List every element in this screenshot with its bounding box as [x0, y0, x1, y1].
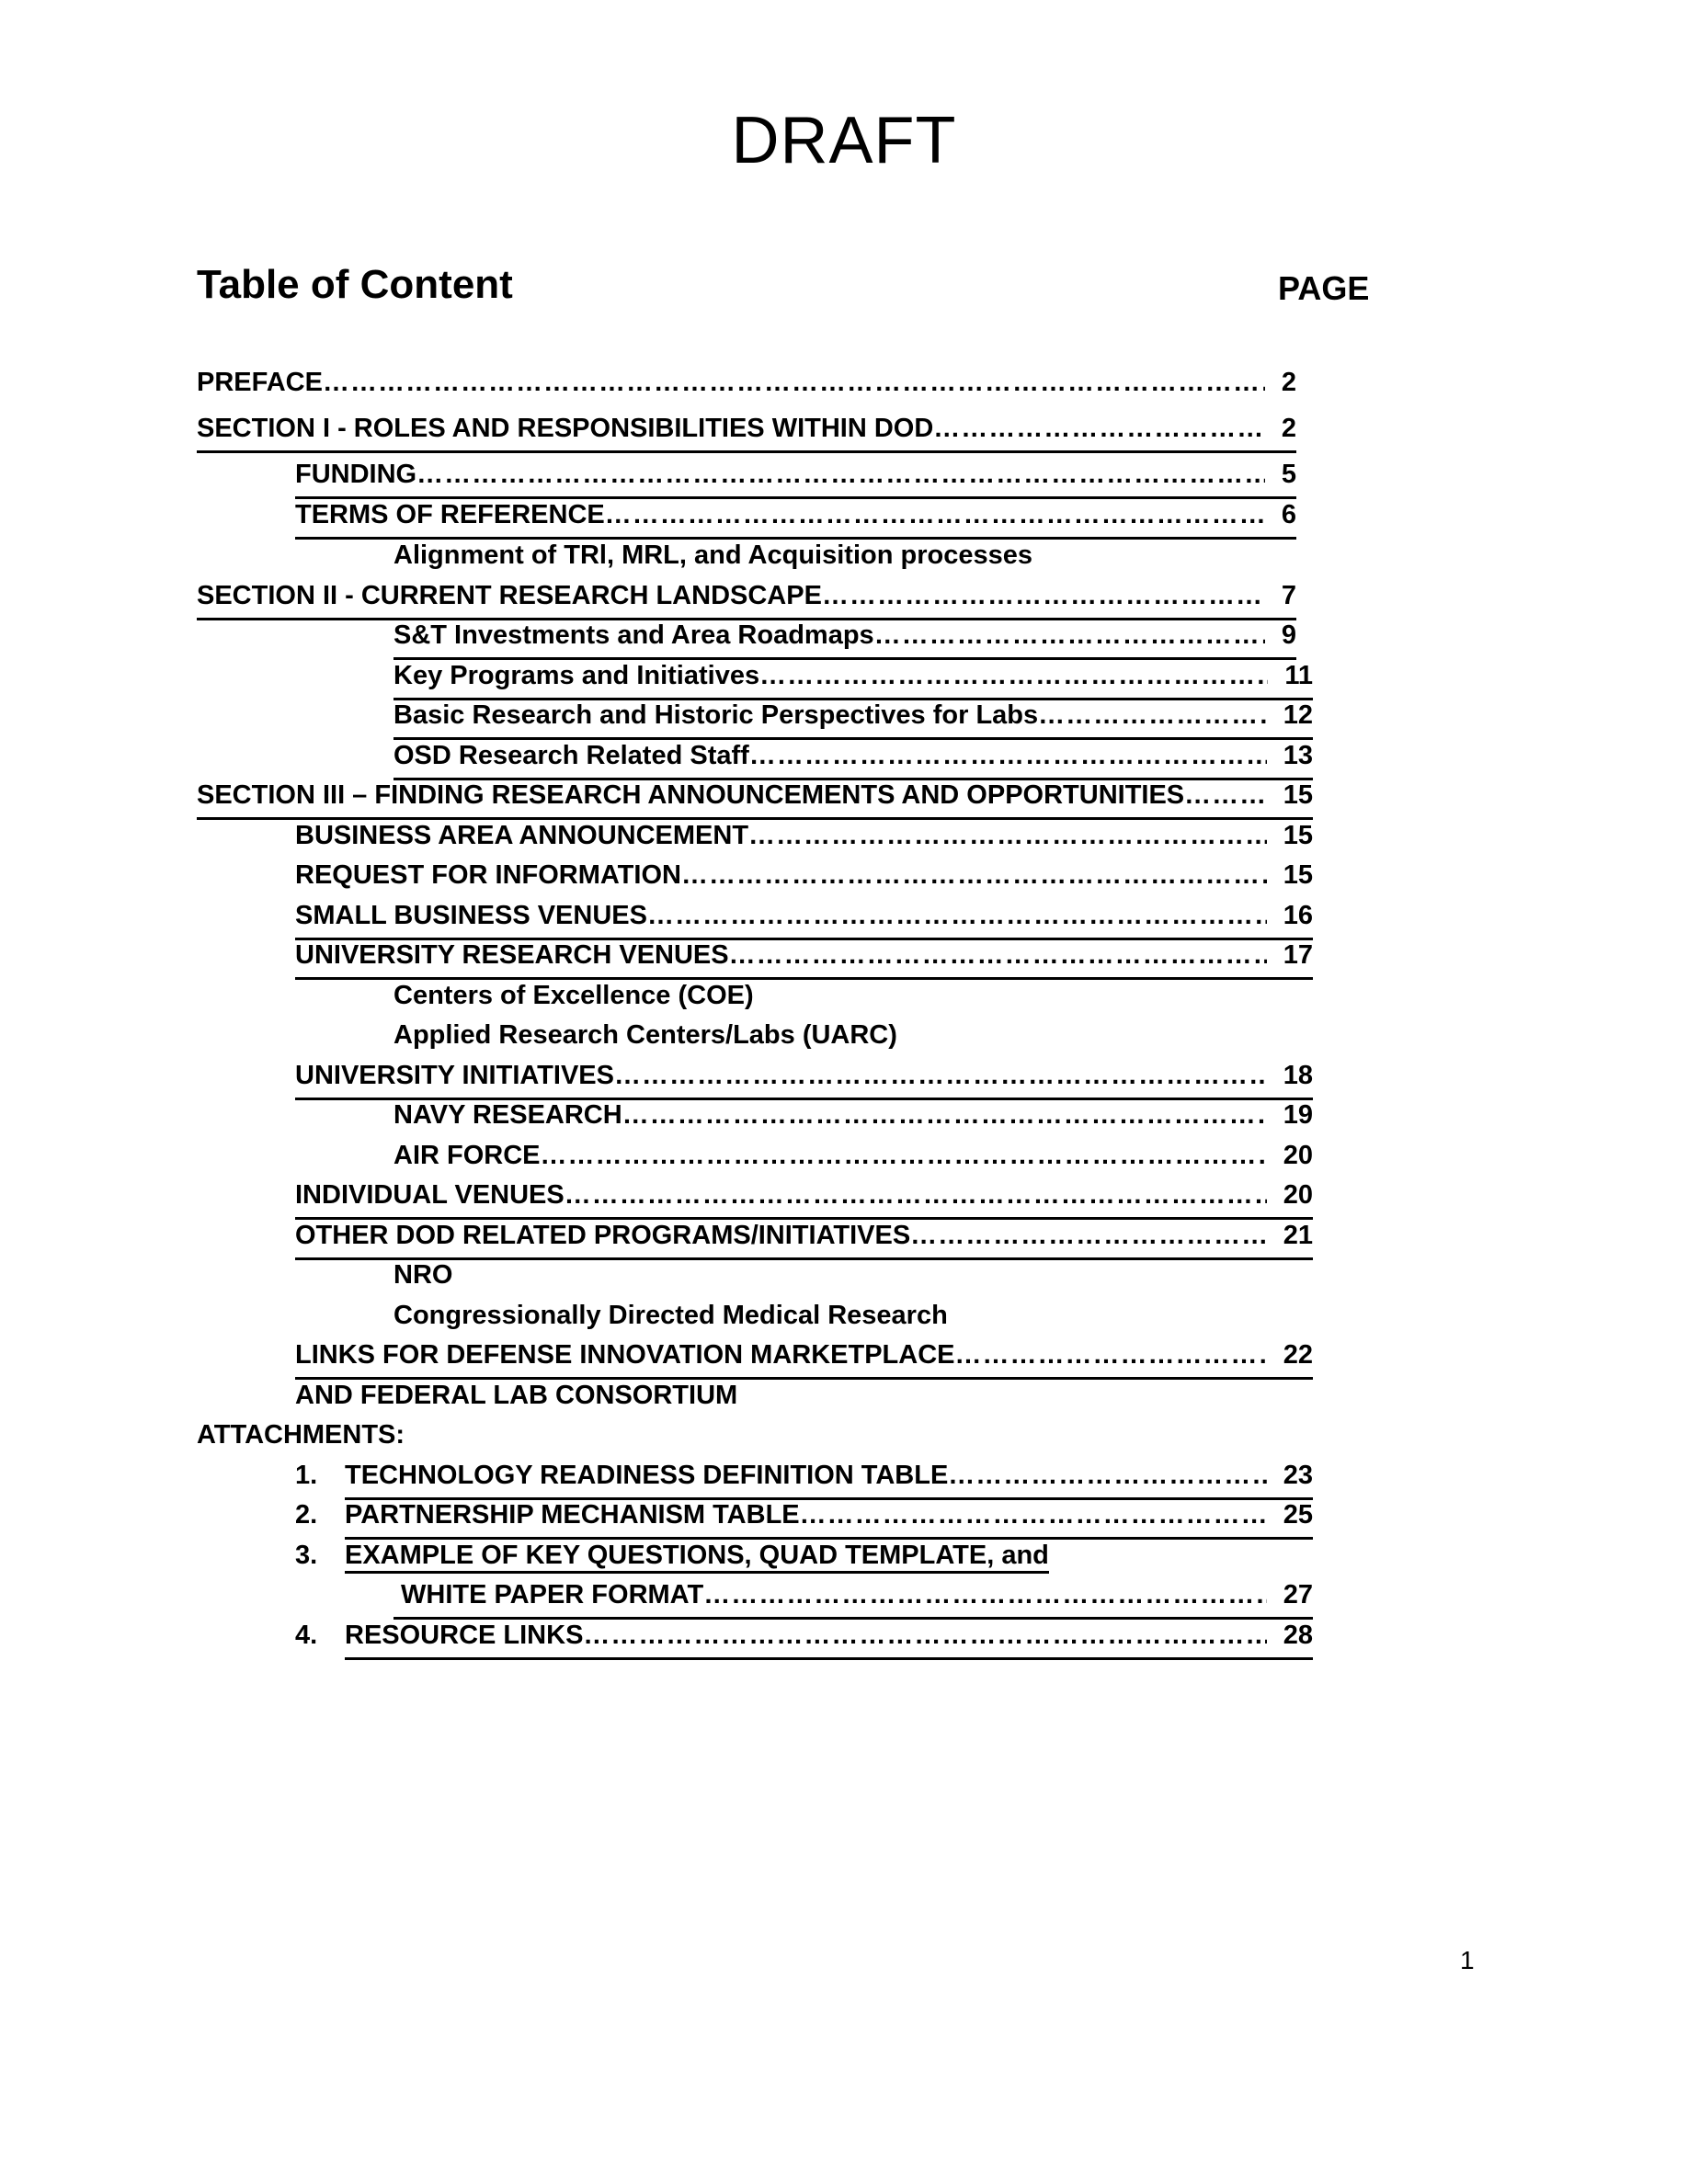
- toc-entry-osd-staff[interactable]: [393, 741, 1313, 780]
- toc-entry-page: 2: [1281, 414, 1296, 443]
- toc-entry-navy-research[interactable]: [393, 1100, 1313, 1137]
- toc-entry-page: 7: [1281, 581, 1296, 610]
- leader-dots: [955, 1340, 1267, 1371]
- attachment-resource-links[interactable]: [345, 1621, 1313, 1660]
- toc-entry-request-for-information[interactable]: [295, 860, 1313, 897]
- toc-entry-page: 15: [1283, 780, 1313, 810]
- toc-entry-label: WHITE PAPER FORMAT: [401, 1580, 704, 1610]
- leader-dots: [729, 940, 1267, 971]
- leader-dots: [1038, 700, 1267, 731]
- toc-subentry-alignment: Alignment of TRl, MRL, and Acquisition processes: [393, 540, 1032, 570]
- toc-entry-page: 18: [1283, 1061, 1313, 1090]
- leader-dots: [541, 1141, 1267, 1171]
- toc-subentry-nro: NRO: [393, 1260, 453, 1290]
- toc-entry-defense-innovation-links[interactable]: [295, 1340, 1313, 1380]
- toc-entry-terms-of-reference[interactable]: [295, 500, 1296, 540]
- toc-entry-page: 5: [1281, 460, 1296, 489]
- toc-entry-page: 12: [1283, 700, 1313, 730]
- leader-dots: [647, 901, 1267, 931]
- toc-entry-page: 20: [1283, 1141, 1313, 1170]
- toc-entry-label: OTHER DOD RELATED PROGRAMS/INITIATIVES: [295, 1221, 911, 1250]
- toc-entry-label: Key Programs and Initiatives: [393, 661, 760, 690]
- attachment-number: 1.: [295, 1461, 318, 1490]
- attachment-white-paper-format[interactable]: [393, 1580, 1313, 1620]
- toc-entry-page: 6: [1281, 500, 1296, 529]
- toc-entry-page: 2: [1281, 368, 1296, 397]
- leader-dots: [565, 1180, 1267, 1211]
- draft-watermark-title: DRAFT: [731, 104, 957, 177]
- toc-entry-page: 19: [1283, 1100, 1313, 1130]
- toc-entry-page: 15: [1283, 860, 1313, 890]
- leader-dots: [703, 1580, 1267, 1610]
- toc-subentry-coe: Centers of Excellence (COE): [393, 981, 754, 1010]
- toc-entry-label: SECTION III – FINDING RESEARCH ANNOUNCEMENTS AND OPPORTUNITIES: [197, 780, 1185, 810]
- toc-entry-label: NAVY RESEARCH: [393, 1100, 622, 1130]
- toc-entry-university-initiatives[interactable]: [295, 1061, 1313, 1100]
- leader-dots: [822, 581, 1265, 611]
- toc-entry-page: 20: [1283, 1180, 1313, 1210]
- leader-dots: [681, 860, 1267, 891]
- toc-entry-label: S&T Investments and Area Roadmaps: [393, 620, 874, 650]
- toc-entry-label: INDIVIDUAL VENUES: [295, 1180, 565, 1210]
- toc-entry-label: OSD Research Related Staff: [393, 741, 749, 770]
- attachment-partnership-table[interactable]: [345, 1500, 1313, 1540]
- attachment-number: 3.: [295, 1541, 318, 1570]
- toc-entry-label: LINKS FOR DEFENSE INNOVATION MARKETPLACE: [295, 1340, 955, 1370]
- leader-dots: [800, 1500, 1267, 1530]
- leader-dots: [605, 500, 1265, 530]
- leader-dots: [748, 821, 1267, 851]
- toc-entry-business-area-announcement[interactable]: [295, 821, 1313, 858]
- toc-subentry-uarc: Applied Research Centers/Labs (UARC): [393, 1020, 897, 1050]
- toc-entry-page: 22: [1283, 1340, 1313, 1370]
- toc-entry-basic-research[interactable]: [393, 700, 1313, 740]
- leader-dots: [622, 1100, 1267, 1131]
- toc-entry-label: UNIVERSITY INITIATIVES: [295, 1061, 614, 1090]
- toc-entry-page: 23: [1283, 1461, 1313, 1490]
- toc-entry-label: RESOURCE LINKS: [345, 1621, 584, 1650]
- toc-entry-label: SECTION I - ROLES AND RESPONSIBILITIES WITHIN DOD: [197, 414, 934, 443]
- toc-entry-other-dod-programs[interactable]: [295, 1221, 1313, 1260]
- leader-dots: [948, 1461, 1266, 1491]
- toc-entry-page: 13: [1283, 741, 1313, 770]
- leader-dots: [933, 414, 1265, 444]
- toc-entry-page: 25: [1283, 1500, 1313, 1530]
- attachment-trl-table[interactable]: [345, 1461, 1313, 1500]
- toc-entry-label: SMALL BUSINESS VENUES: [295, 901, 647, 930]
- attachment-key-questions[interactable]: EXAMPLE OF KEY QUESTIONS, QUAD TEMPLATE, and: [345, 1541, 1049, 1574]
- toc-entry-label: Basic Research and Historic Perspectives for Labs: [393, 700, 1039, 730]
- attachments-heading: ATTACHMENTS:: [197, 1420, 405, 1450]
- toc-entry-label: PREFACE: [197, 368, 323, 397]
- toc-entry-page: 27: [1283, 1580, 1313, 1610]
- toc-entry-section-2[interactable]: [197, 581, 1296, 620]
- attachment-number: 4.: [295, 1621, 318, 1650]
- attachment-number: 2.: [295, 1500, 318, 1530]
- toc-entry-page: 11: [1284, 661, 1313, 690]
- toc-subentry-cdmr: Congressionally Directed Medical Research: [393, 1301, 948, 1330]
- toc-entry-label: PARTNERSHIP MECHANISM TABLE: [345, 1500, 800, 1530]
- toc-entry-small-business-venues[interactable]: [295, 901, 1313, 940]
- leader-dots: [874, 620, 1265, 651]
- leader-dots: [614, 1061, 1267, 1091]
- leader-dots: [749, 741, 1267, 771]
- toc-entry-label: SECTION II - CURRENT RESEARCH LANDSCAPE: [197, 581, 822, 610]
- toc-entry-label: AIR FORCE: [393, 1141, 541, 1170]
- toc-entry-continuation: AND FEDERAL LAB CONSORTIUM: [295, 1381, 738, 1410]
- toc-entry-label: REQUEST FOR INFORMATION: [295, 860, 681, 890]
- toc-entry-page: 9: [1281, 620, 1296, 650]
- leader-dots: [759, 661, 1268, 691]
- toc-entry-label: BUSINESS AREA ANNOUNCEMENT: [295, 821, 749, 850]
- toc-entry-university-research-venues[interactable]: [295, 940, 1313, 980]
- toc-entry-label: TECHNOLOGY READINESS DEFINITION TABLE: [345, 1461, 949, 1490]
- toc-entry-st-investments[interactable]: [393, 620, 1296, 660]
- toc-entry-key-programs[interactable]: [393, 661, 1313, 700]
- toc-entry-label: TERMS OF REFERENCE: [295, 500, 605, 529]
- toc-title: Table of Content: [197, 262, 513, 307]
- toc-entry-section-1[interactable]: [197, 414, 1296, 453]
- leader-dots: [583, 1621, 1266, 1651]
- toc-entry-page: 16: [1283, 901, 1313, 930]
- toc-entry-funding[interactable]: [295, 460, 1296, 499]
- toc-entry-page: 15: [1283, 821, 1313, 850]
- toc-entry-page: 21: [1283, 1221, 1313, 1250]
- page-column-header: PAGE: [1278, 269, 1370, 307]
- toc-entry-section-3[interactable]: [197, 780, 1313, 820]
- toc-entry-label: FUNDING: [295, 460, 417, 489]
- leader-dots: [910, 1221, 1267, 1251]
- toc-entry-air-force[interactable]: [393, 1141, 1313, 1177]
- leader-dots: [323, 368, 1265, 398]
- toc-entry-label: UNIVERSITY RESEARCH VENUES: [295, 940, 729, 970]
- leader-dots: [416, 460, 1265, 490]
- leader-dots: [1184, 780, 1267, 811]
- toc-entry-page: 17: [1283, 940, 1313, 970]
- toc-entry-preface[interactable]: [197, 368, 1296, 404]
- toc-entry-individual-venues[interactable]: [295, 1180, 1313, 1220]
- toc-entry-page: 28: [1283, 1621, 1313, 1650]
- page-number: 1: [1460, 1946, 1475, 1974]
